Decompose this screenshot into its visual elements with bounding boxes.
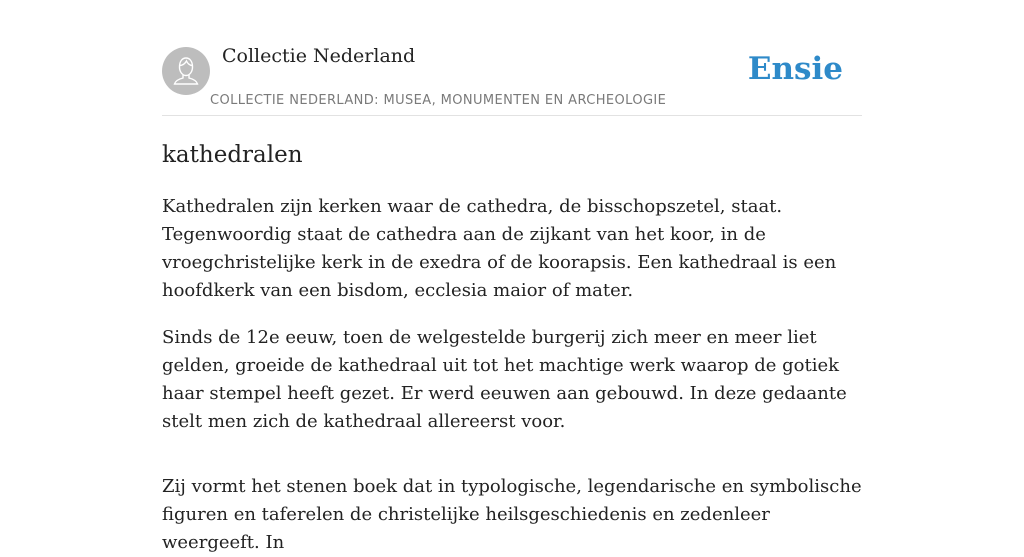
article-paragraph: Zij vormt het stenen boek dat in typologische, legendarische en symbolische figuren en taferelen de christelijke heilsgeschiedenis en zedenleer weergeeft. In xyxy=(162,476,862,553)
brand-logo[interactable]: Ensie xyxy=(747,51,843,87)
header xyxy=(162,0,862,116)
page xyxy=(162,0,862,557)
article-body xyxy=(162,193,862,557)
article-paragraph: Kathedralen zijn kerken waar de cathedra, de bisschopszetel, staat. Tegenwoordig staat de cathedra aan de zijkant van het koor, in de vroegchristelijke kerk in de exedra of de koorapsis. Een kathedraal is een hoofdkerk van een bisdom, ecclesia maior of mater. xyxy=(162,196,837,301)
author-subtitle: COLLECTIE NEDERLAND: MUSEA, MONUMENTEN EN ARCHEOLOGIE xyxy=(210,93,667,108)
author-name[interactable]: Collectie Nederland xyxy=(222,45,416,67)
user-icon xyxy=(162,47,210,95)
article-title: kathedralen xyxy=(162,142,303,168)
avatar[interactable] xyxy=(162,47,210,95)
article-paragraph: Sinds de 12e eeuw, toen de welgestelde burgerij zich meer en meer liet gelden, groeide de kathedraal uit tot het machtige werk waarop de gotiek haar stempel heeft gezet. Er werd eeuwen aan gebouwd. In deze gedaante stelt men zich de kathedraal allereerst voor. xyxy=(162,327,847,432)
